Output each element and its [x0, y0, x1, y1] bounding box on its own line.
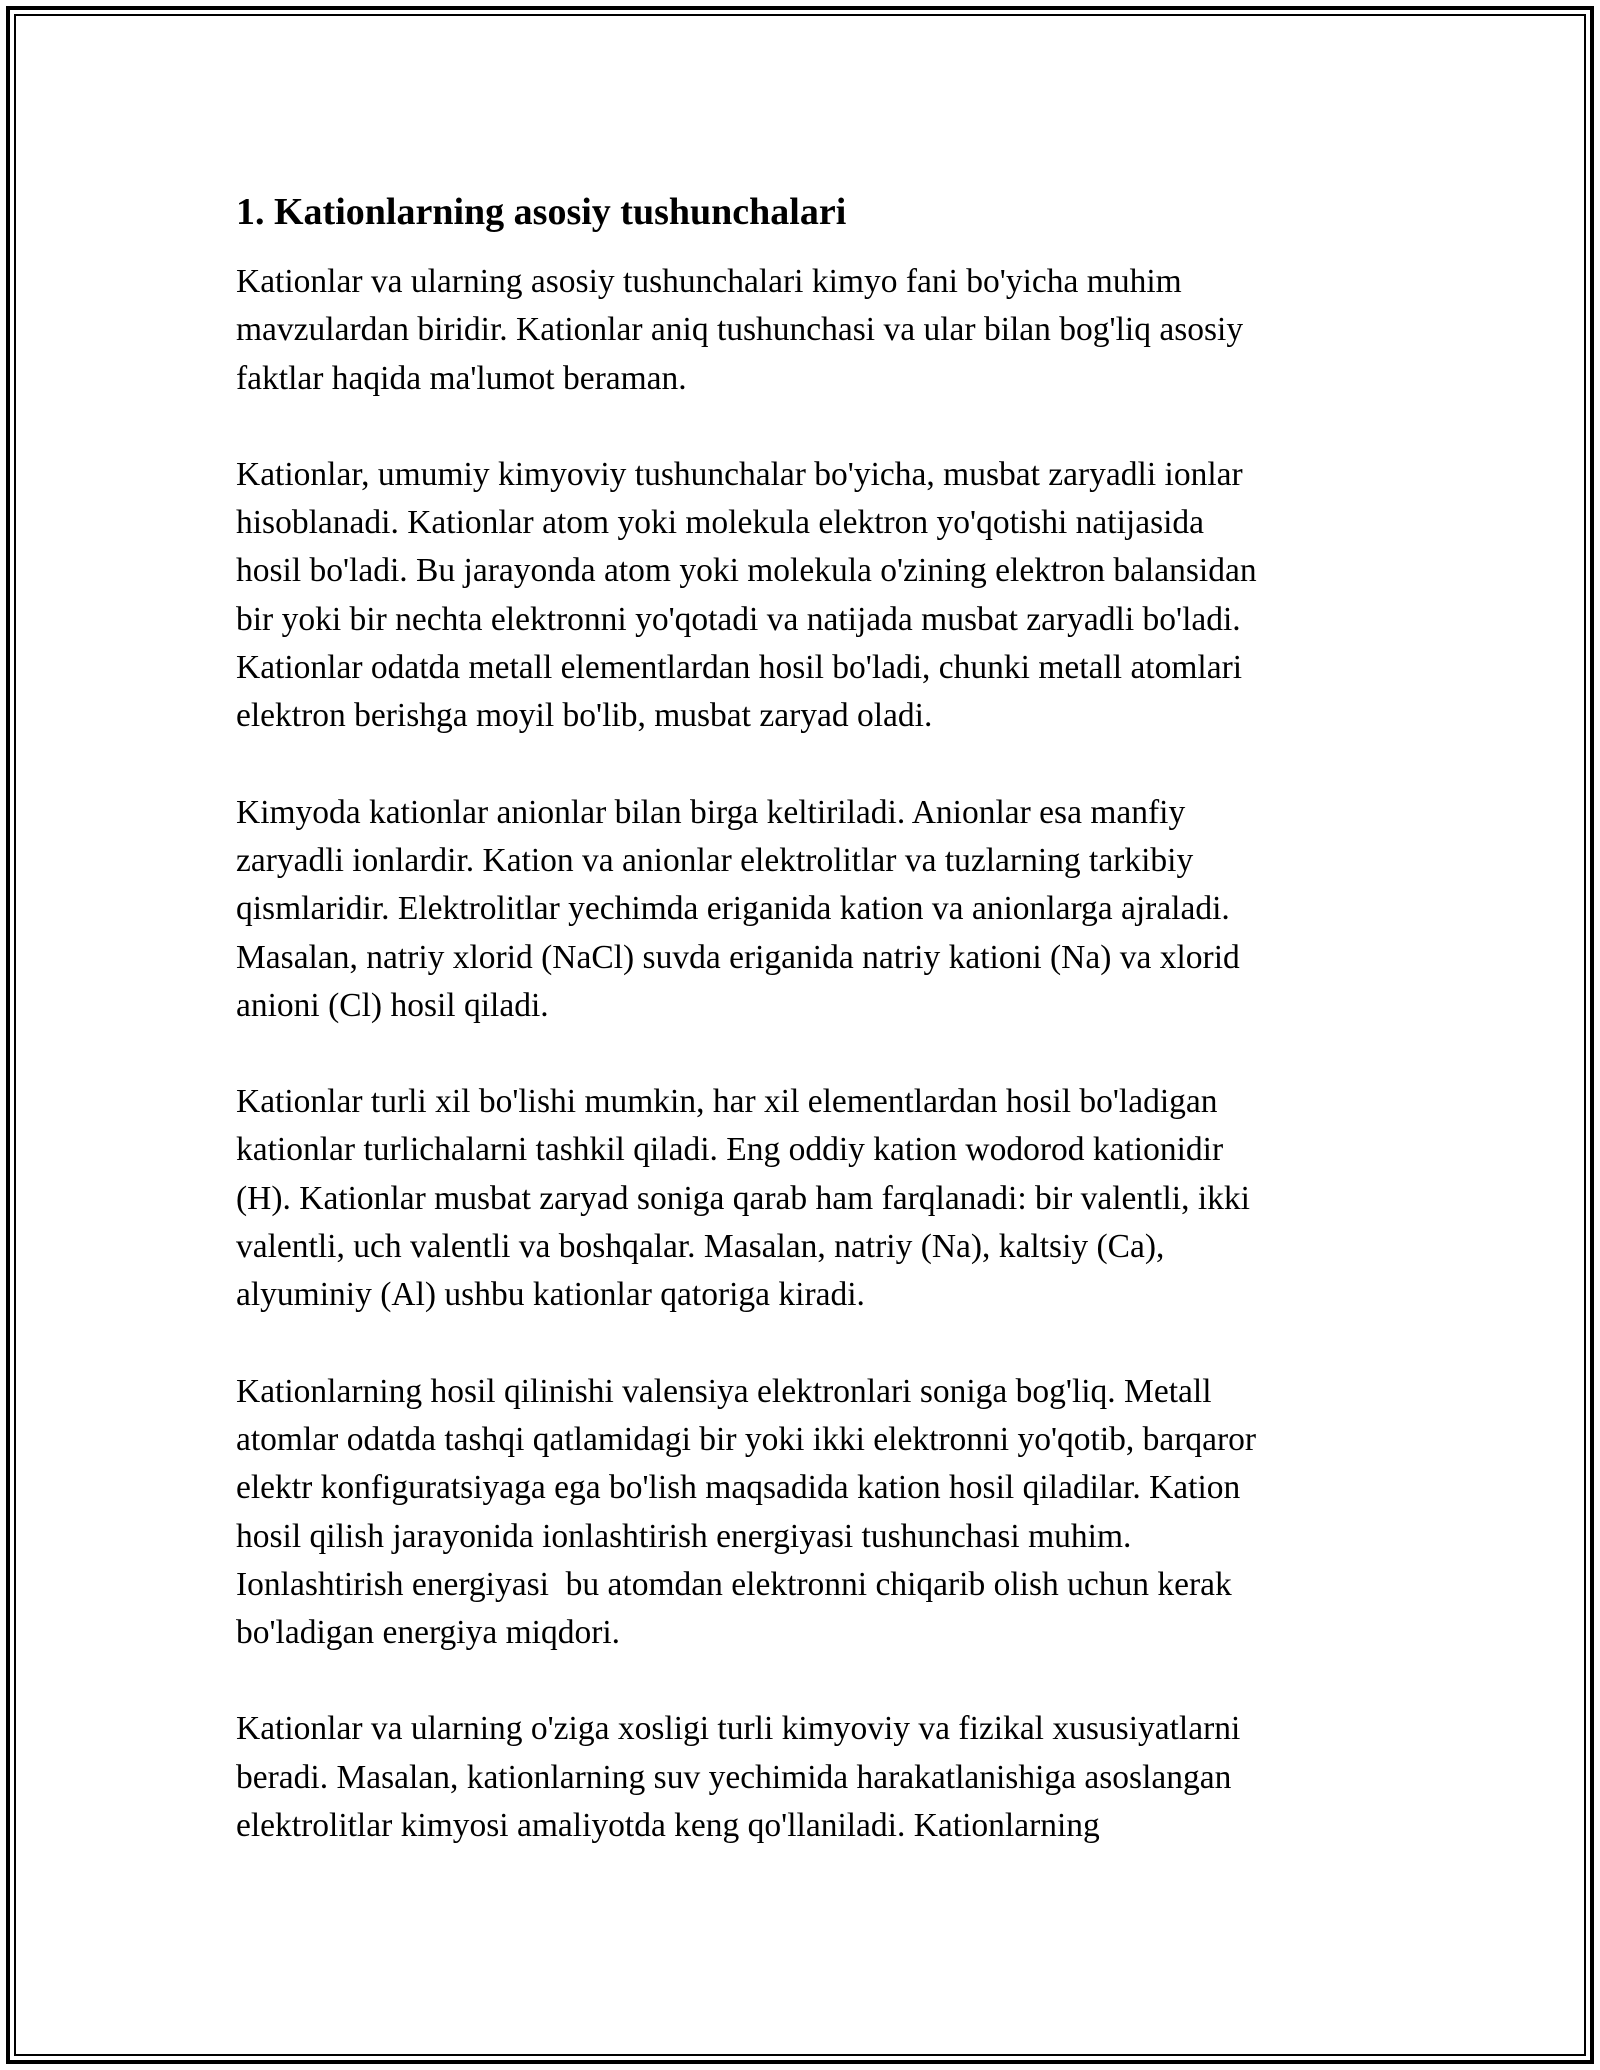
paragraph-line: bo'ladigan energiya miqdori.: [236, 1614, 621, 1652]
paragraph-line: elektrolitlar kimyosi amaliyotda keng qo'llaniladi. Kationlarning: [236, 1807, 1100, 1845]
paragraph-line: (H). Kationlar musbat zaryad soniga qarab ham farqlanadi: bir valentli, ikki: [236, 1179, 1250, 1217]
paragraph-line: Kationlar va ularning asosiy tushunchalari kimyo fani bo'yicha muhim: [236, 263, 1182, 300]
paragraph-line: faktlar haqida ma'lumot beraman.: [236, 359, 687, 397]
paragraph-line: mavzulardan biridir. Kationlar aniq tushunchasi va ular bilan bog'liq asosiy: [236, 311, 1244, 349]
paragraph-line: anioni (Cl) hosil qiladi.: [236, 986, 549, 1024]
paragraph-line: atomlar odatda tashqi qatlamidagi bir yoki ikki elektronni yo'qotib, barqaror: [236, 1420, 1257, 1458]
paragraph-line: Kationlar, umumiy kimyoviy tushunchalar bo'yicha, musbat zaryadli ionlar: [236, 455, 1243, 493]
paragraph-5: [236, 1368, 1366, 1658]
paragraph-line: beradi. Masalan, kationlarning suv yechimida harakatlanishiga asoslangan: [236, 1758, 1232, 1796]
paragraph-line: bir yoki bir nechta elektronni yo'qotadi va natijada musbat zaryadli bo'ladi.: [236, 600, 1241, 638]
section-heading: 1. Kationlarning asosiy tushunchalari: [236, 191, 847, 233]
paragraph-line: Kationlarning hosil qilinishi valensiya elektronlari soniga bog'liq. Metall: [236, 1372, 1212, 1410]
paragraph-line: alyuminiy (Al) ushbu kationlar qatoriga kiradi.: [236, 1276, 865, 1314]
paragraph-line: Kationlar turli xil bo'lishi mumkin, har xil elementlardan hosil bo'ladigan: [236, 1083, 1218, 1121]
paragraph-line: Kationlar odatda metall elementlardan hosil bo'ladi, chunki metall atomlari: [236, 649, 1243, 687]
paragraph-2: [236, 451, 1366, 741]
paragraph-4: [236, 1078, 1366, 1319]
paragraph-line: qismlaridir. Elektrolitlar yechimda eriganida kation va anionlarga ajraladi.: [236, 890, 1230, 928]
paragraph-line: Kationlar va ularning o'ziga xosligi turli kimyoviy va fizikal xususiyatlarni: [236, 1710, 1241, 1748]
paragraph-line: hosil qilish jarayonida ionlashtirish energiyasi tushunchasi muhim.: [236, 1517, 1132, 1555]
paragraph-line: Ionlashtirish energiyasi bu atomdan elektronni chiqarib olish uchun kerak: [236, 1565, 1232, 1603]
paragraph-3: [236, 789, 1366, 1030]
paragraph-line: hisoblanadi. Kationlar atom yoki molekula elektron yo'qotishi natijasida: [236, 504, 1205, 542]
paragraph-line: Masalan, natriy xlorid (NaCl) suvda eriganida natriy kationi (Na) va xlorid: [236, 938, 1240, 976]
paragraph-line: zaryadli ionlardir. Kation va anionlar elektrolitlar va tuzlarning tarkibiy: [236, 841, 1194, 879]
paragraph-1: [236, 258, 1366, 403]
paragraph-line: valentli, uch valentli va boshqalar. Masalan, natriy (Na), kaltsiy (Ca),: [236, 1228, 1165, 1266]
document-body: [236, 186, 1366, 1898]
paragraph-line: Kimyoda kationlar anionlar bilan birga keltiriladi. Anionlar esa manfiy: [236, 793, 1186, 831]
paragraph-line: elektr konfiguratsiyaga ega bo'lish maqsadida kation hosil qiladilar. Kation: [236, 1469, 1241, 1507]
paragraph-line: kationlar turlichalarni tashkil qiladi. Eng oddiy kation wodorod kationidir: [236, 1131, 1224, 1169]
paragraph-line: elektron berishga moyil bo'lib, musbat zaryad oladi.: [236, 697, 933, 735]
paragraph-line: hosil bo'ladi. Bu jarayonda atom yoki molekula o'zining elektron balansidan: [236, 552, 1257, 590]
paragraph-6: [236, 1705, 1366, 1850]
